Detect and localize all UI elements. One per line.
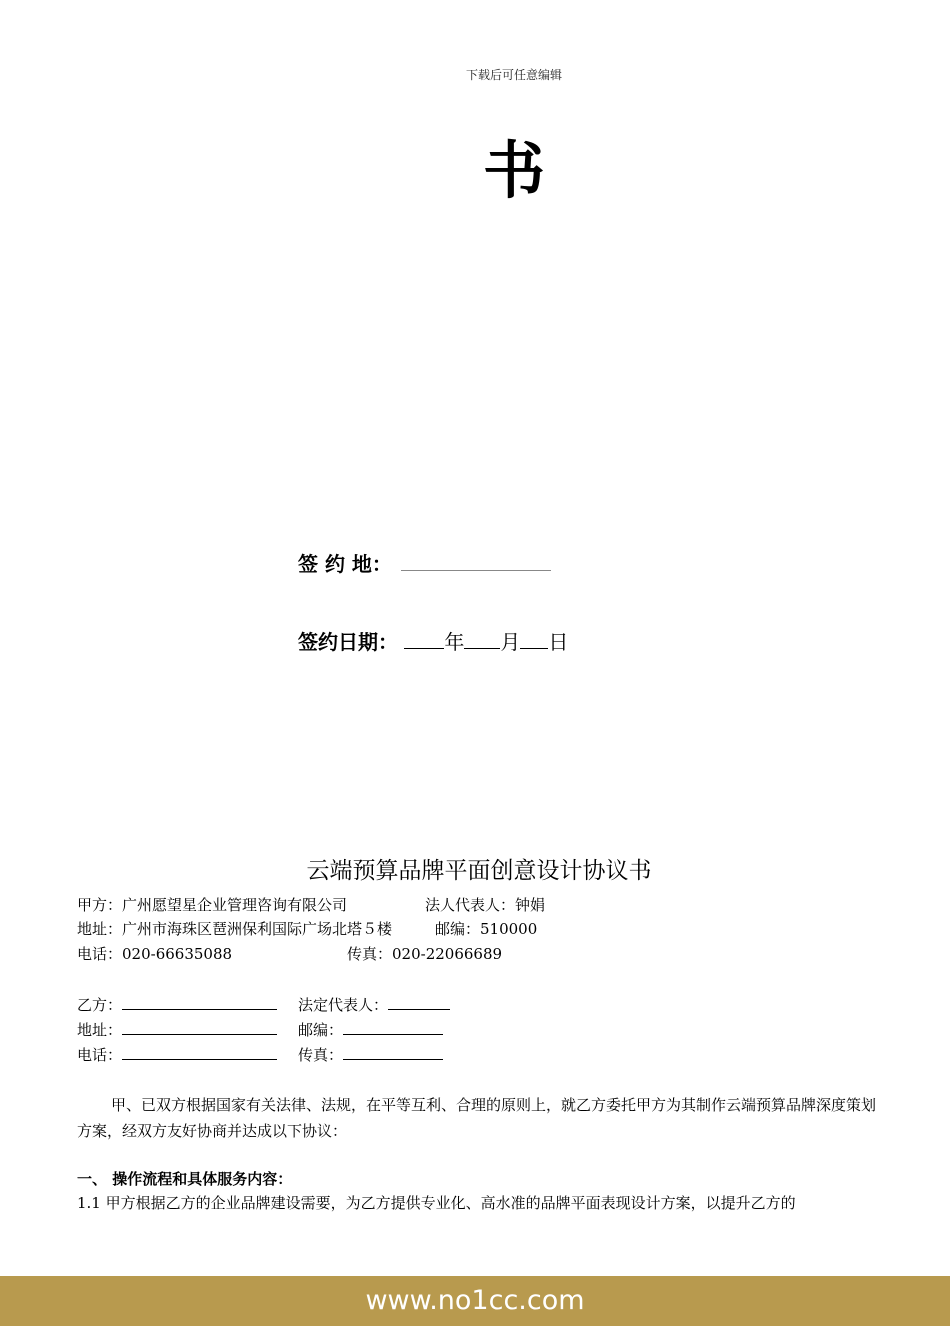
party-b-name-row bbox=[77, 993, 277, 1017]
party-b-fax-blank bbox=[343, 1044, 443, 1060]
month-label: 月 bbox=[500, 630, 521, 654]
intro-paragraph: 甲、已双方根据国家有关法律、法规，在平等互利、合理的原则上，就乙方委托甲方为其制作云端预算品牌深度策划方案，经双方友好协商并达成以下协议： bbox=[77, 1096, 877, 1140]
day-blank bbox=[520, 630, 548, 649]
party-b-rep-blank bbox=[388, 994, 450, 1010]
sign-date-label: 签约日期： bbox=[298, 630, 398, 654]
party-b-phone-blank bbox=[122, 1044, 277, 1060]
clause-1-1: 1.1 甲方根据乙方的企业品牌建设需要，为乙方提供专业化、高水准的品牌平面表现设计方案，以提升乙方的 bbox=[77, 1194, 796, 1212]
sign-place-row bbox=[298, 548, 551, 577]
party-a-address: 地址：广州市海珠区琶洲保利国际广场北塔５楼 bbox=[77, 920, 393, 938]
party-a-rep: 法人代表人：钟娟 bbox=[425, 896, 546, 914]
year-label: 年 bbox=[444, 630, 465, 654]
party-b-name-blank bbox=[122, 994, 277, 1010]
party-b-rep-label: 法定代表人： bbox=[298, 996, 389, 1014]
party-b-postcode-label: 邮编： bbox=[298, 1021, 344, 1039]
party-b-fax-label: 传真： bbox=[298, 1046, 344, 1064]
party-a-postcode: 邮编：510000 bbox=[435, 920, 538, 938]
sign-date-row bbox=[298, 626, 568, 655]
footer-banner bbox=[0, 1276, 950, 1326]
sign-place-blank bbox=[401, 552, 551, 571]
document-title: 云端预算品牌平面创意设计协议书 bbox=[306, 858, 652, 884]
party-b-address-row bbox=[77, 1018, 277, 1042]
party-a-phone: 电话：020-66635088 bbox=[77, 945, 233, 963]
party-b-address-label: 地址： bbox=[77, 1021, 123, 1039]
month-blank bbox=[464, 630, 500, 649]
party-b-fax-row bbox=[298, 1043, 443, 1067]
party-b-phone-row bbox=[77, 1043, 277, 1067]
section-1-heading: 一、 操作流程和具体服务内容： bbox=[77, 1170, 293, 1188]
party-b-postcode-row bbox=[298, 1018, 443, 1042]
party-a-name: 甲方：广州愿望星企业管理咨询有限公司 bbox=[77, 896, 348, 914]
party-b-rep-row bbox=[298, 993, 450, 1017]
year-blank bbox=[404, 630, 444, 649]
cover-title-char: 书 bbox=[482, 134, 545, 207]
sign-place-label: 签 约 地： bbox=[298, 552, 392, 576]
header-note: 下载后可任意编辑 bbox=[465, 68, 562, 82]
party-b-postcode-blank bbox=[343, 1019, 443, 1035]
party-b-name-label: 乙方： bbox=[77, 996, 123, 1014]
party-b-address-blank bbox=[122, 1019, 277, 1035]
party-a-fax: 传真：020-22066689 bbox=[347, 945, 503, 963]
party-b-phone-label: 电话： bbox=[77, 1046, 123, 1064]
day-label: 日 bbox=[548, 630, 569, 654]
footer-url: www.no1cc.com bbox=[365, 1285, 585, 1316]
